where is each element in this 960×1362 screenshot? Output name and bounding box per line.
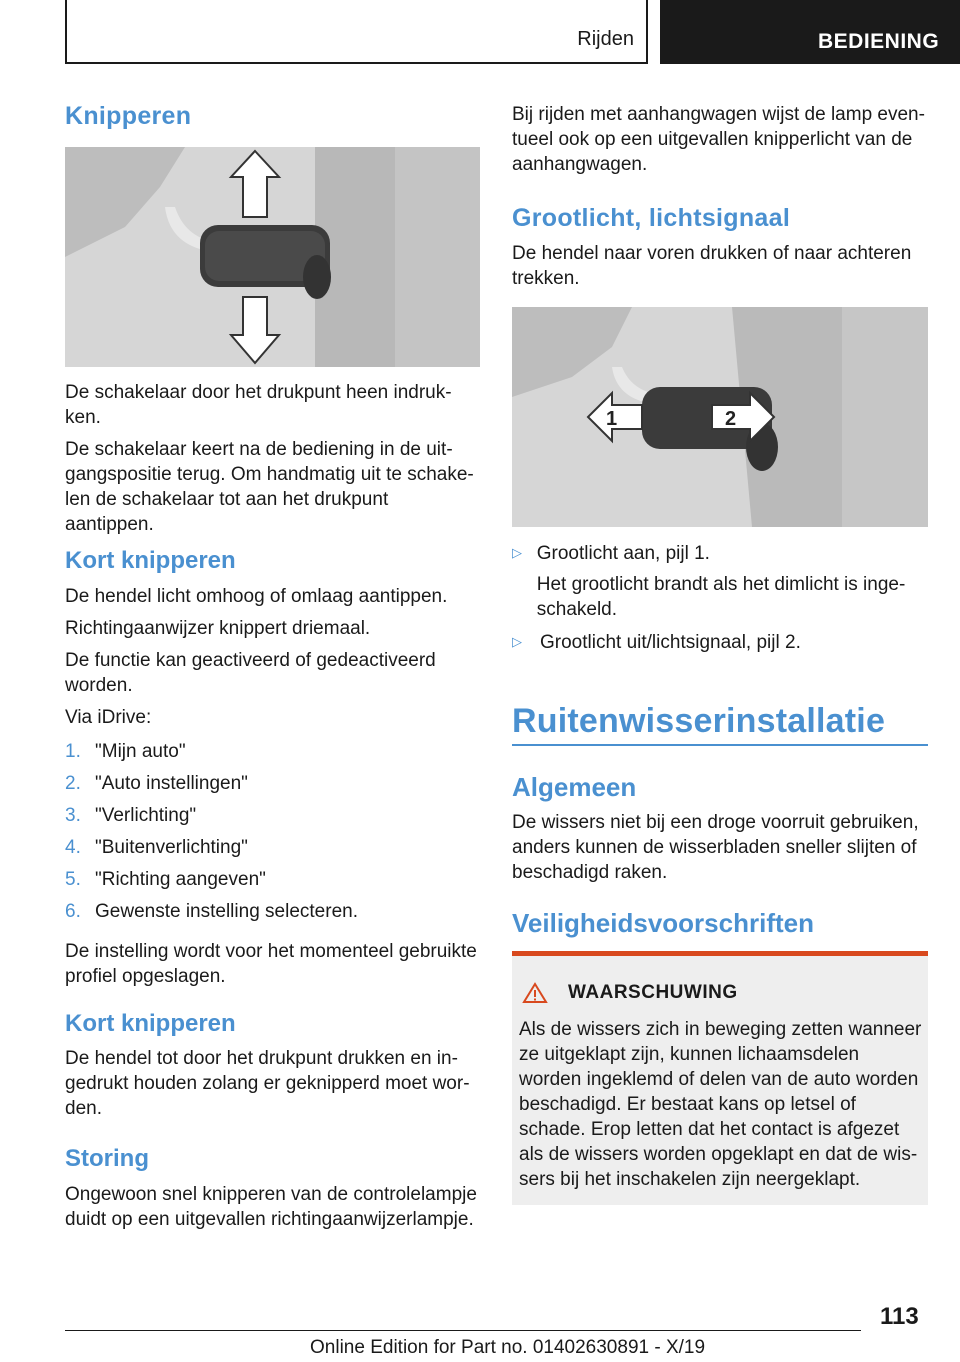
heading-grootlicht: Grootlicht, lichtsignaal — [512, 204, 791, 232]
grootlicht-bullet-list — [512, 541, 928, 655]
triangle-bullet-icon: ▷ — [512, 634, 522, 649]
heading-kort-knipperen-2: Kort knipperen — [65, 1010, 236, 1037]
heading-ruitenwisserinstallatie: Ruitenwisserinstallatie — [512, 702, 886, 740]
warning-header — [522, 982, 738, 1004]
paragraph-aanhangwagen: Bij rijden met aanhangwagen wijst de lamp eventueel ook op een uitgevallen knipperlicht van de aanhangwagen. — [512, 104, 925, 175]
list-text: Gewenste instelling selecteren. — [95, 901, 358, 922]
list-text: "Auto instellingen" — [95, 773, 248, 794]
warning-text: Als de wissers zich in beweging zetten wanneer ze uitgeklapt zijn, kunnen lichaamsdelen worden ingeklemd of delen van de auto worden beschadigd. Er bestaat kans op letsel of schade. Erop letten dat het contact is afgezet als de wissers worden opgeklapt en dat de wissers bij het inschakelen zijn neergeklapt. — [519, 1019, 922, 1190]
warning-box — [512, 951, 928, 1205]
header-chapter-tab — [660, 0, 960, 64]
header-chapter-label: BEDIENING — [818, 30, 940, 53]
list-text: "Richting aangeven" — [95, 869, 266, 890]
heading-underline — [512, 744, 928, 746]
header-section-title: Rijden — [577, 28, 634, 50]
bullet-text: Grootlicht uit/lichtsignaal, pijl 2. — [540, 632, 801, 653]
list-item — [65, 901, 480, 933]
list-item — [65, 741, 480, 773]
paragraph-kort-hold: De hendel tot door het drukpunt drukken en ingedrukt houden zolang er geknipperd moet worden. — [65, 1048, 470, 1119]
bullet-subtext: Het grootlicht brandt als het dimlicht is ingeschakeld. — [536, 574, 906, 620]
list-text: "Mijn auto" — [95, 741, 186, 762]
paragraph-kort-1: De hendel licht omhoog of omlaag aantippen. — [65, 586, 448, 607]
paragraph-algemeen: De wissers niet bij een droge voorruit gebruiken, anders kunnen de wisserbladen sneller slijten of beschadigd raken. — [512, 812, 919, 883]
paragraph-kort-3: De functie kan geactiveerd of gedeactiveerd worden. — [65, 650, 436, 696]
arrow-label-1: 1 — [606, 408, 618, 430]
list-number: 1. — [65, 741, 81, 762]
heading-storing: Storing — [65, 1145, 149, 1172]
heading-knipperen: Knipperen — [65, 102, 192, 130]
list-number: 3. — [65, 805, 81, 826]
warning-triangle-icon — [522, 982, 548, 1004]
idrive-steps-list — [65, 741, 480, 933]
footer-edition: Online Edition for Part no. 01402630891 - X/19 — [310, 1337, 706, 1358]
bullet-text: Grootlicht aan, pijl 1. — [536, 543, 710, 564]
paragraph-knipperen-2: De schakelaar keert na de bediening in de uitgangspositie terug. Om handmatig uit te schakelen de schakelaar tot aan het drukpunt aantippen. — [65, 439, 474, 535]
paragraph-profile: De instelling wordt voor het momenteel gebruikte profiel opgeslagen. — [65, 941, 477, 987]
list-text: "Buitenverlichting" — [95, 837, 248, 858]
header-left-frame — [65, 0, 648, 64]
heading-veiligheidsvoorschriften: Veiligheidsvoorschriften — [512, 908, 814, 938]
list-number: 2. — [65, 773, 81, 794]
arrow-label-2: 2 — [725, 408, 737, 430]
triangle-bullet-icon: ▷ — [512, 545, 522, 560]
turn-signal-lever-illustration — [65, 147, 480, 367]
paragraph-knipperen-1: De schakelaar door het drukpunt heen indrukken. — [65, 382, 452, 428]
list-item — [512, 541, 928, 622]
list-item — [65, 837, 480, 869]
heading-algemeen: Algemeen — [512, 772, 637, 802]
list-number: 6. — [65, 901, 81, 922]
paragraph-kort-2: Richtingaanwijzer knippert driemaal. — [65, 618, 371, 639]
paragraph-via-idrive: Via iDrive: — [65, 707, 152, 728]
list-item — [65, 869, 480, 901]
warning-title: WAARSCHUWING — [568, 982, 738, 1003]
high-beam-lever-illustration — [512, 307, 928, 527]
list-number: 4. — [65, 837, 81, 858]
list-text: "Verlichting" — [95, 805, 197, 826]
heading-kort-knipperen-1: Kort knipperen — [65, 547, 236, 574]
footer-rule — [65, 1330, 861, 1331]
page-number: 113 — [880, 1303, 919, 1330]
list-item — [65, 805, 480, 837]
list-item — [512, 630, 928, 655]
list-item — [65, 773, 480, 805]
list-number: 5. — [65, 869, 81, 890]
paragraph-grootlicht: De hendel naar voren drukken of naar achteren trekken. — [512, 243, 912, 289]
paragraph-storing: Ongewoon snel knipperen van de controlelampje duidt op een uitgevallen richtingaanwijzerlampje. — [65, 1184, 477, 1230]
